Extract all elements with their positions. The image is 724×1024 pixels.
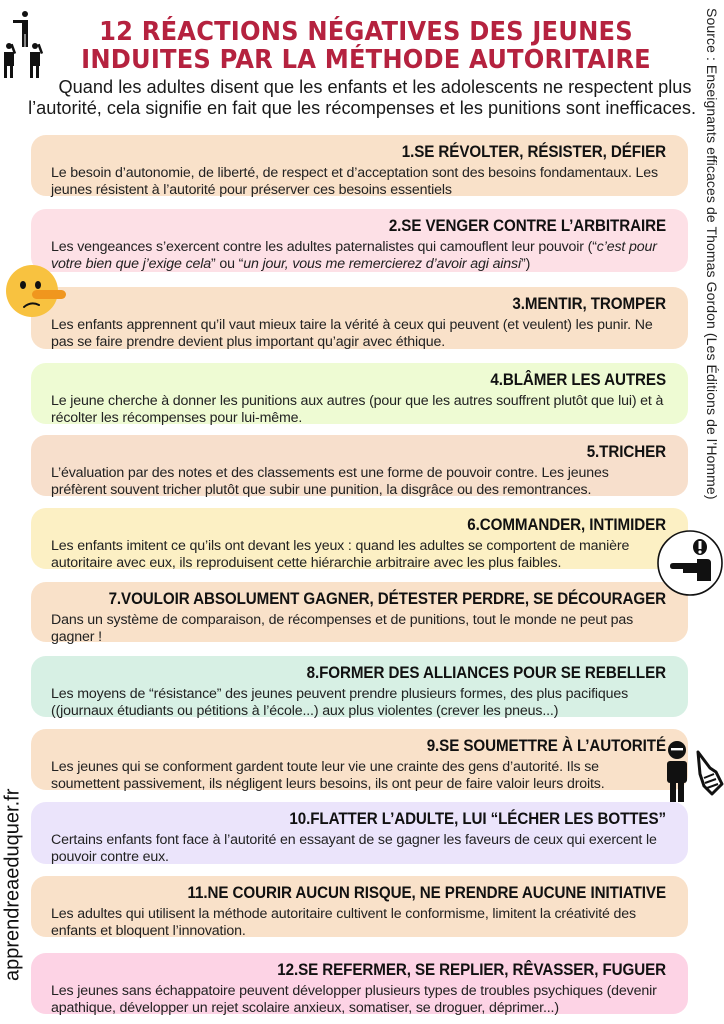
card-text: Dans un système de comparaison, de récompenses et de punitions, tout le monde ne peut pas gagner ! [51, 612, 634, 645]
intro-line-2: l’autorité, cela signifie en fait que les récompenses et les punitions sont inefficaces. [28, 98, 696, 118]
card-title: 5.TRICHER [586, 443, 666, 461]
card-text: Certains enfants font face à l’autorité en essayant de se gagner les faveurs de ceux qui exercent le pouvoir contre eux. [51, 832, 657, 865]
reaction-card-2 [31, 209, 688, 272]
reaction-card-11 [31, 876, 688, 937]
card-text: Les vengeances s’exercent contre les adultes paternalistes qui camouflent leur pouvoir (“c’est pour votre bien que j’exige cela” ou “un jour, vous me remercierez d’avoir agi ainsi”) [51, 239, 657, 272]
title-line-1: 12 RÉACTIONS NÉGATIVES DES JEUNES [99, 17, 633, 47]
reaction-card-7 [31, 582, 688, 645]
card-title: 9.SE SOUMETTRE À L’AUTORITÉ [426, 737, 666, 755]
card-title: 7.VOULOIR ABSOLUMENT GAGNER, DÉTESTER PERDRE, SE DÉCOURAGER [108, 590, 667, 608]
submissive-person-pointed-at-icon [660, 738, 724, 802]
intro-text [14, 77, 696, 119]
website-credit [0, 760, 26, 1010]
reaction-card-3 [31, 287, 688, 349]
title-line-2: INDUITES PAR LA MÉTHODE AUTORITAIRE [81, 45, 651, 75]
card-title: 3.MENTIR, TROMPER [512, 295, 666, 313]
reaction-card-10 [31, 802, 688, 864]
reaction-card-1 [31, 135, 688, 196]
intro-line-1: Quand les adultes disent que les enfants et les adolescents ne respectent plus [58, 77, 692, 97]
reaction-card-9 [31, 729, 688, 790]
card-title: 1.SE RÉVOLTER, RÉSISTER, DÉFIER [401, 143, 666, 161]
card-text: Le jeune cherche à donner les punitions aux autres (pour que les autres souffrent plutôt que lui) et à récolter les récompenses pour lui-même. [51, 393, 664, 426]
reaction-card-8 [31, 656, 688, 717]
card-text: L’évaluation par des notes et des classements est une forme de pouvoir contre. Les jeunes préfèrent souvent tricher plutôt que subir une punition, la disgrâce ou des remontrances. [51, 465, 609, 498]
group-of-people-icon [2, 6, 50, 78]
card-text: Les jeunes qui se conforment gardent toute leur vie une crainte des gens d’autorité. Ils se soumettent passivement, ils négligent leurs besoins, ils ont peur de faire valoir leurs droits. [51, 759, 605, 792]
card-title: 11.NE COURIR AUCUN RISQUE, NE PRENDRE AUCUNE INITIATIVE [187, 884, 666, 902]
reaction-card-4 [31, 363, 688, 424]
reaction-card-12 [31, 953, 688, 1014]
card-text: Les moyens de “résistance” des jeunes peuvent prendre plusieurs formes, des plus pacifiques ((journaux étudiants ou pétitions à l’école...) aux plus violentes (crever les pneus...) [51, 686, 629, 719]
page-title [78, 18, 655, 74]
card-text: Les enfants apprennent qu’il vaut mieux taire la vérité à ceux qui peuvent (et veulent) les punir. Ne pas se faire prendre devient plus important qu’agir avec éthique. [51, 317, 653, 350]
card-title: 12.SE REFERMER, SE REPLIER, RÊVASSER, FUGUER [277, 961, 666, 979]
card-text: Les enfants imitent ce qu’ils ont devant les yeux : quand les adultes se comportent de manière autoritaire avec eux, ils reproduisent cette hiérarchie arbitraire avec les plus faibles. [51, 538, 630, 571]
card-title: 2.SE VENGER CONTRE L’ARBITRAIRE [388, 217, 666, 235]
source-credit: Source : Enseignants efficaces de Thomas Gordon (Les Éditions de l’Homme) [704, 8, 720, 500]
card-title: 10.FLATTER L’ADULTE, LUI “LÉCHER LES BOTTES” [289, 810, 666, 828]
card-title: 4.BLÂMER LES AUTRES [490, 371, 666, 389]
pointing-hand-exclamation-icon [653, 527, 723, 599]
card-text: Les jeunes sans échappatoire peuvent développer plusieurs types de troubles psychiques (devenir apathique, développer un rejet scolaire anxieux, somatiser, se droguer, déprimer...) [51, 983, 657, 1016]
website-text: apprendreaeduquer.fr [1, 788, 24, 982]
reaction-card-6 [31, 508, 688, 569]
card-text: Le besoin d’autonomie, de liberté, de respect et d’acceptation sont des besoins fondamentaux. Les jeunes résistent à l’autorité pour préserver ces besoins essentiels [51, 165, 658, 198]
card-title: 6.COMMANDER, INTIMIDER [467, 516, 666, 534]
card-title: 8.FORMER DES ALLIANCES POUR SE REBELLER [306, 664, 666, 682]
reaction-card-5 [31, 435, 688, 496]
card-text: Les adultes qui utilisent la méthode autoritaire cultivent le conformisme, limitent la créativité des enfants et bloquent l’innovation. [51, 906, 636, 939]
lying-face-emoji-icon [4, 263, 68, 319]
